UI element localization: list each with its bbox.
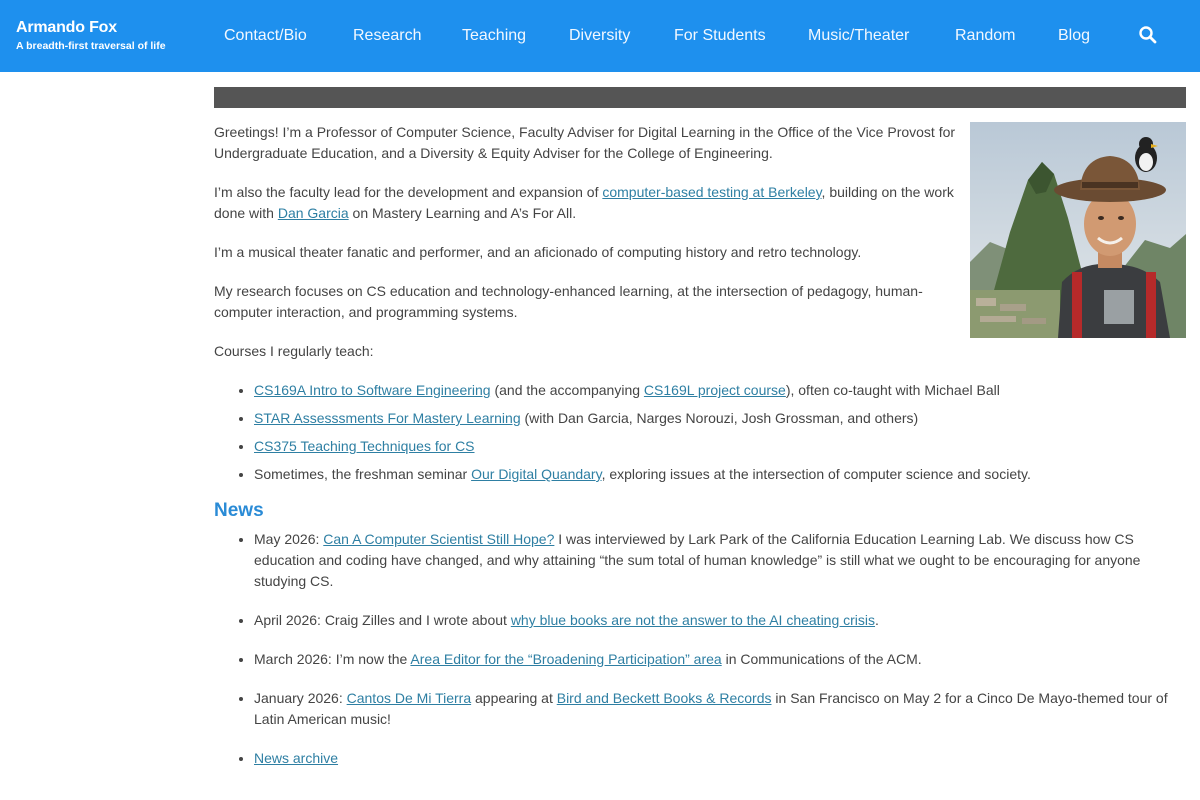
news-archive-link[interactable]: News archive bbox=[254, 750, 339, 766]
nav-diversity[interactable]: Diversity bbox=[569, 27, 631, 44]
intro-paragraph-3: I’m a musical theater fanatic and performer, and an aficionado of computing history and retro technology. bbox=[214, 244, 862, 260]
cs169a-link[interactable]: CS169A Intro to Software Engineering bbox=[254, 382, 491, 398]
list-item: • May 2026: Can A Computer Scientist Still Hope? I was interviewed by Lark Park of the California Education Learning Lab. We discuss how CS education and coding have changed, and why attaining “the sum total of human knowledge” is still what we ought to be encouraging for anyone studying CS. bbox=[254, 529, 1186, 592]
nav-blog[interactable]: Blog bbox=[1058, 27, 1091, 44]
nav-for-students[interactable]: For Students bbox=[674, 27, 766, 44]
intro-paragraph-1: Greetings! I’m a Professor of Computer Science, Faculty Adviser for Digital Learning in the Office of the Vice Provost for Undergraduate Education, and a Diversity & Equity Adviser for the College of Engineering. bbox=[214, 124, 956, 161]
dan-garcia-link[interactable]: Dan Garcia bbox=[277, 205, 349, 221]
site-brand bbox=[16, 18, 166, 53]
nav-random[interactable]: Random bbox=[955, 27, 1016, 44]
cs169l-link[interactable]: CS169L project course bbox=[643, 382, 786, 398]
cantos-de-mi-tierra-link[interactable]: Cantos De Mi Tierra bbox=[346, 690, 472, 706]
blue-books-link[interactable]: why blue books are not the answer to the AI cheating crisis bbox=[510, 612, 876, 628]
list-item: • January 2026: Cantos De Mi Tierra appearing at Bird and Beckett Books & Records in San Francisco on May 2 for a Cinco De Mayo-themed tour of Latin American music! bbox=[254, 688, 1186, 730]
intro-paragraph-2: I’m also the faculty lead for the development and expansion of computer-based testing at Berkeley, building on the work done with Dan Garcia on Mastery Learning and A’s For All. bbox=[214, 184, 954, 221]
cbt-berkeley-link[interactable]: computer-based testing at Berkeley bbox=[602, 184, 822, 200]
computer-scientist-hope-link[interactable]: Can A Computer Scientist Still Hope? bbox=[323, 531, 555, 547]
list-item: • April 2026: Craig Zilles and I wrote about why blue books are not the answer to the AI cheating crisis. bbox=[254, 610, 1186, 631]
nav-contact-bio[interactable]: Contact/Bio bbox=[224, 27, 307, 44]
profile-photo bbox=[970, 122, 1186, 338]
search-button[interactable] bbox=[1138, 25, 1158, 45]
courses-list bbox=[214, 380, 1186, 485]
site-tagline: A breadth-first traversal of life bbox=[16, 40, 166, 52]
nav-research[interactable]: Research bbox=[353, 27, 422, 44]
page-banner-bar bbox=[214, 87, 1186, 108]
cs375-link[interactable]: CS375 Teaching Techniques for CS bbox=[254, 438, 475, 454]
main-content bbox=[214, 122, 1186, 787]
nav-music-theater[interactable]: Music/Theater bbox=[808, 27, 910, 44]
star-assessments-link[interactable]: STAR Assesssments For Mastery Learning bbox=[254, 410, 521, 426]
nav-teaching[interactable]: Teaching bbox=[462, 27, 527, 44]
list-item: • Sometimes, the freshman seminar Our Digital Quandary, exploring issues at the intersection of computer science and society. bbox=[254, 464, 1186, 485]
area-editor-link[interactable]: Area Editor for the “Broadening Participation” area bbox=[410, 651, 722, 667]
list-item: • March 2026: I’m now the Area Editor for the “Broadening Participation” area in Communications of the ACM. bbox=[254, 649, 1186, 670]
bird-beckett-link[interactable]: Bird and Beckett Books & Records bbox=[556, 690, 772, 706]
news-heading: News bbox=[214, 500, 264, 521]
site-name[interactable]: Armando Fox bbox=[16, 19, 117, 36]
list-item bbox=[254, 436, 1186, 457]
news-list bbox=[214, 529, 1186, 769]
search-icon bbox=[1138, 25, 1158, 45]
intro-paragraph-4: My research focuses on CS education and technology-enhanced learning, at the intersection of pedagogy, human-computer interaction, and programming systems. bbox=[214, 283, 923, 320]
list-item: • STAR Assesssments For Mastery Learning (with Dan Garcia, Narges Norouzi, Josh Grossman, and others) bbox=[254, 408, 1186, 429]
list-item bbox=[254, 748, 1186, 769]
site-header bbox=[0, 0, 1200, 72]
list-item: • CS169A Intro to Software Engineering (and the accompanying CS169L project course), often co-taught with Michael Ball bbox=[254, 380, 1186, 401]
courses-intro: Courses I regularly teach: bbox=[214, 343, 374, 359]
digital-quandary-link[interactable]: Our Digital Quandary bbox=[471, 466, 602, 482]
